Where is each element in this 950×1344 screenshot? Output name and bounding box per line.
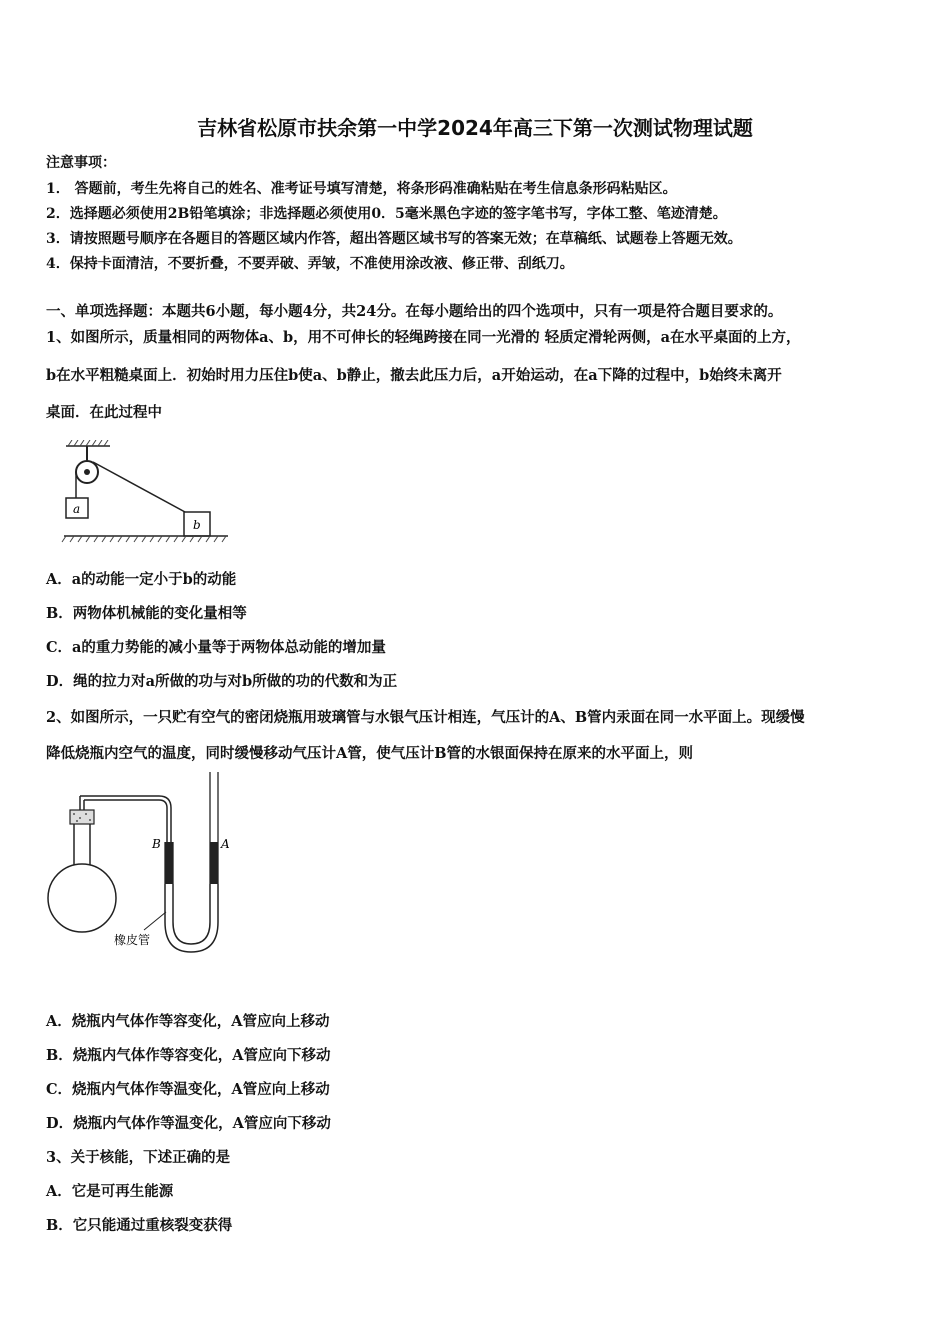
pulley-figure [60,440,232,550]
q1-option-d: D．绳的拉力对a所做的功与对b所做的功的代数和为正 [46,673,398,690]
section-heading: 一、单项选择题：本题共6小题，每小题4分，共24分。在每小题给出的四个选项中，只有一项是符合题目要求的。 [46,303,783,320]
q3-option-a: A．它是可再生能源 [46,1183,174,1200]
q1-option-a: A．a的动能一定小于b的动能 [46,571,237,588]
q1-option-c: C．a的重力势能的减小量等于两物体总动能的增加量 [46,639,386,656]
label-tube-a: A [221,837,230,851]
notice-item: 2．选择题必须使用2B铅笔填涂；非选择题必须使用0．5毫米黑色字迹的签字笔书写，字体工整、笔迹清楚。 [46,206,727,222]
tube-a-mercury [210,842,218,884]
label-tube-b: B [152,837,161,851]
q1-stem-line: b在水平粗糙桌面上．初始时用力压住b使a、b静止，撤去此压力后，a开始运动，在a下降的过程中，b始终未离开 [46,367,782,384]
notice-item: 1． 答题前，考生先将自己的姓名、准考证号填写清楚，将条形码准确粘贴在考生信息条形码粘贴区。 [46,181,677,197]
stopper [70,810,94,824]
q1-stem-line: 1、如图所示，质量相同的两物体a、b，用不可伸长的轻绳跨接在同一光滑的 轻质定滑轮两侧，a在水平桌面的上方， [46,329,801,346]
q2-option-d: D．烧瓶内气体作等温变化，A管应向下移动 [46,1115,331,1132]
notice-item: 3．请按照题号顺序在各题目的答题区域内作答，超出答题区域书写的答案无效；在草稿纸、试题卷上答题无效。 [46,231,742,247]
q2-stem-line: 2、如图所示，一只贮有空气的密闭烧瓶用玻璃管与水银气压计相连，气压计的A、B管内汞面在同一水平面上。现缓慢 [46,709,805,726]
q3-option-b: B．它只能通过重核裂变获得 [46,1217,233,1234]
label-b: b [193,518,201,532]
notice-item: 4．保持卡面清洁，不要折叠，不要弄破、弄皱，不准使用涂改液、修正带、刮纸刀。 [46,256,574,272]
tube-b-mercury [165,842,173,884]
flask-manometer-figure [44,772,244,962]
q2-option-a: A．烧瓶内气体作等容变化，A管应向上移动 [46,1013,330,1030]
flask [48,864,116,932]
q3-stem: 3、关于核能，下述正确的是 [46,1149,231,1166]
label-a: a [73,502,81,516]
notice-heading: 注意事项： [46,155,116,171]
page-title: 吉林省松原市扶余第一中学2024年高三下第一次测试物理试题 [197,116,753,140]
q1-stem-line: 桌面．在此过程中 [46,404,162,421]
q2-option-b: B．烧瓶内气体作等容变化，A管应向下移动 [46,1047,331,1064]
q2-option-c: C．烧瓶内气体作等温变化，A管应向上移动 [46,1081,330,1098]
label-rubber-tube: 橡皮管 [114,933,151,947]
q2-stem-line: 降低烧瓶内空气的温度，同时缓慢移动气压计A管，使气压计B管的水银面保持在原来的水平面上，则 [46,745,694,762]
q1-option-b: B．两物体机械能的变化量相等 [46,605,247,622]
